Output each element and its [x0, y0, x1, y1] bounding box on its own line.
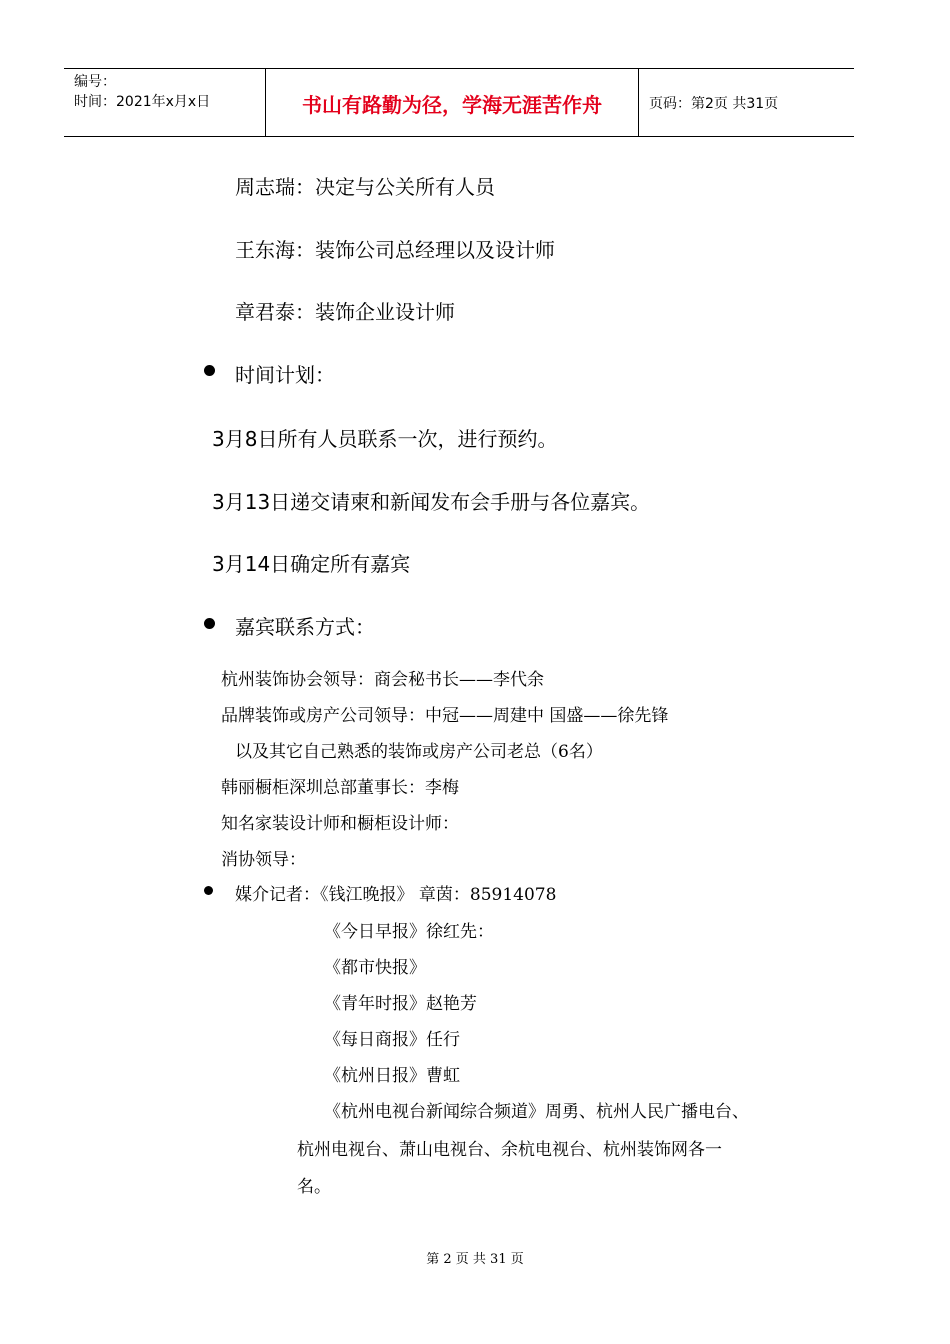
guest-item: 品牌装饰或房产公司领导：中冠——周建中 国盛——徐先锋 — [221, 706, 669, 726]
serial-number-label: 编号： — [74, 74, 116, 90]
guest-item: 以及其它自己熟悉的装饰或房产公司老总（6名） — [235, 742, 603, 762]
header-motto-cell — [266, 69, 639, 136]
schedule-item: 3月14日确定所有嘉宾 — [212, 552, 411, 576]
guests-heading: 嘉宾联系方式： — [235, 615, 375, 639]
media-item: 《杭州电视台新闻综合频道》周勇、杭州人民广播电台、 — [324, 1102, 749, 1122]
bullet-icon — [204, 618, 215, 629]
page-info: 页码：第2页 共31页 — [649, 96, 779, 112]
page-header — [64, 68, 854, 137]
staff-line: 周志瑞：决定与公关所有人员 — [235, 175, 495, 199]
media-item: 杭州电视台、萧山电视台、余杭电视台、杭州装饰网各一 — [297, 1140, 722, 1160]
header-meta-cell — [64, 69, 266, 136]
guest-item: 韩丽橱柜深圳总部董事长：李梅 — [221, 778, 459, 798]
schedule-item: 3月8日所有人员联系一次，进行预约。 — [212, 427, 558, 451]
media-item: 《都市快报》 — [324, 958, 426, 978]
media-heading: 媒介记者：《钱江晚报》 章茵：85914078 — [235, 885, 557, 905]
media-item: 《杭州日报》曹虹 — [324, 1066, 460, 1086]
motto: 书山有路勤为径，学海无涯苦作舟 — [302, 93, 602, 117]
staff-line: 章君泰：装饰企业设计师 — [235, 300, 455, 324]
bullet-icon — [204, 365, 215, 376]
staff-line: 王东海：装饰公司总经理以及设计师 — [235, 238, 555, 262]
media-item: 《青年时报》赵艳芳 — [324, 994, 477, 1014]
page-footer: 第 2 页 共 31 页 — [426, 1252, 524, 1267]
guest-item: 杭州装饰协会领导：商会秘书长——李代余 — [221, 670, 544, 690]
media-item: 名。 — [297, 1177, 331, 1197]
schedule-item: 3月13日递交请柬和新闻发布会手册与各位嘉宾。 — [212, 490, 651, 514]
time-label: 时间：2021年x月x日 — [74, 94, 211, 110]
media-item: 《每日商报》任行 — [324, 1030, 460, 1050]
schedule-heading: 时间计划： — [235, 363, 335, 387]
guest-item: 消协领导： — [221, 850, 306, 870]
header-page-cell — [639, 69, 854, 136]
media-item: 《今日早报》徐红先： — [324, 922, 494, 942]
guest-item: 知名家装设计师和橱柜设计师： — [221, 814, 459, 834]
bullet-icon — [204, 886, 213, 895]
